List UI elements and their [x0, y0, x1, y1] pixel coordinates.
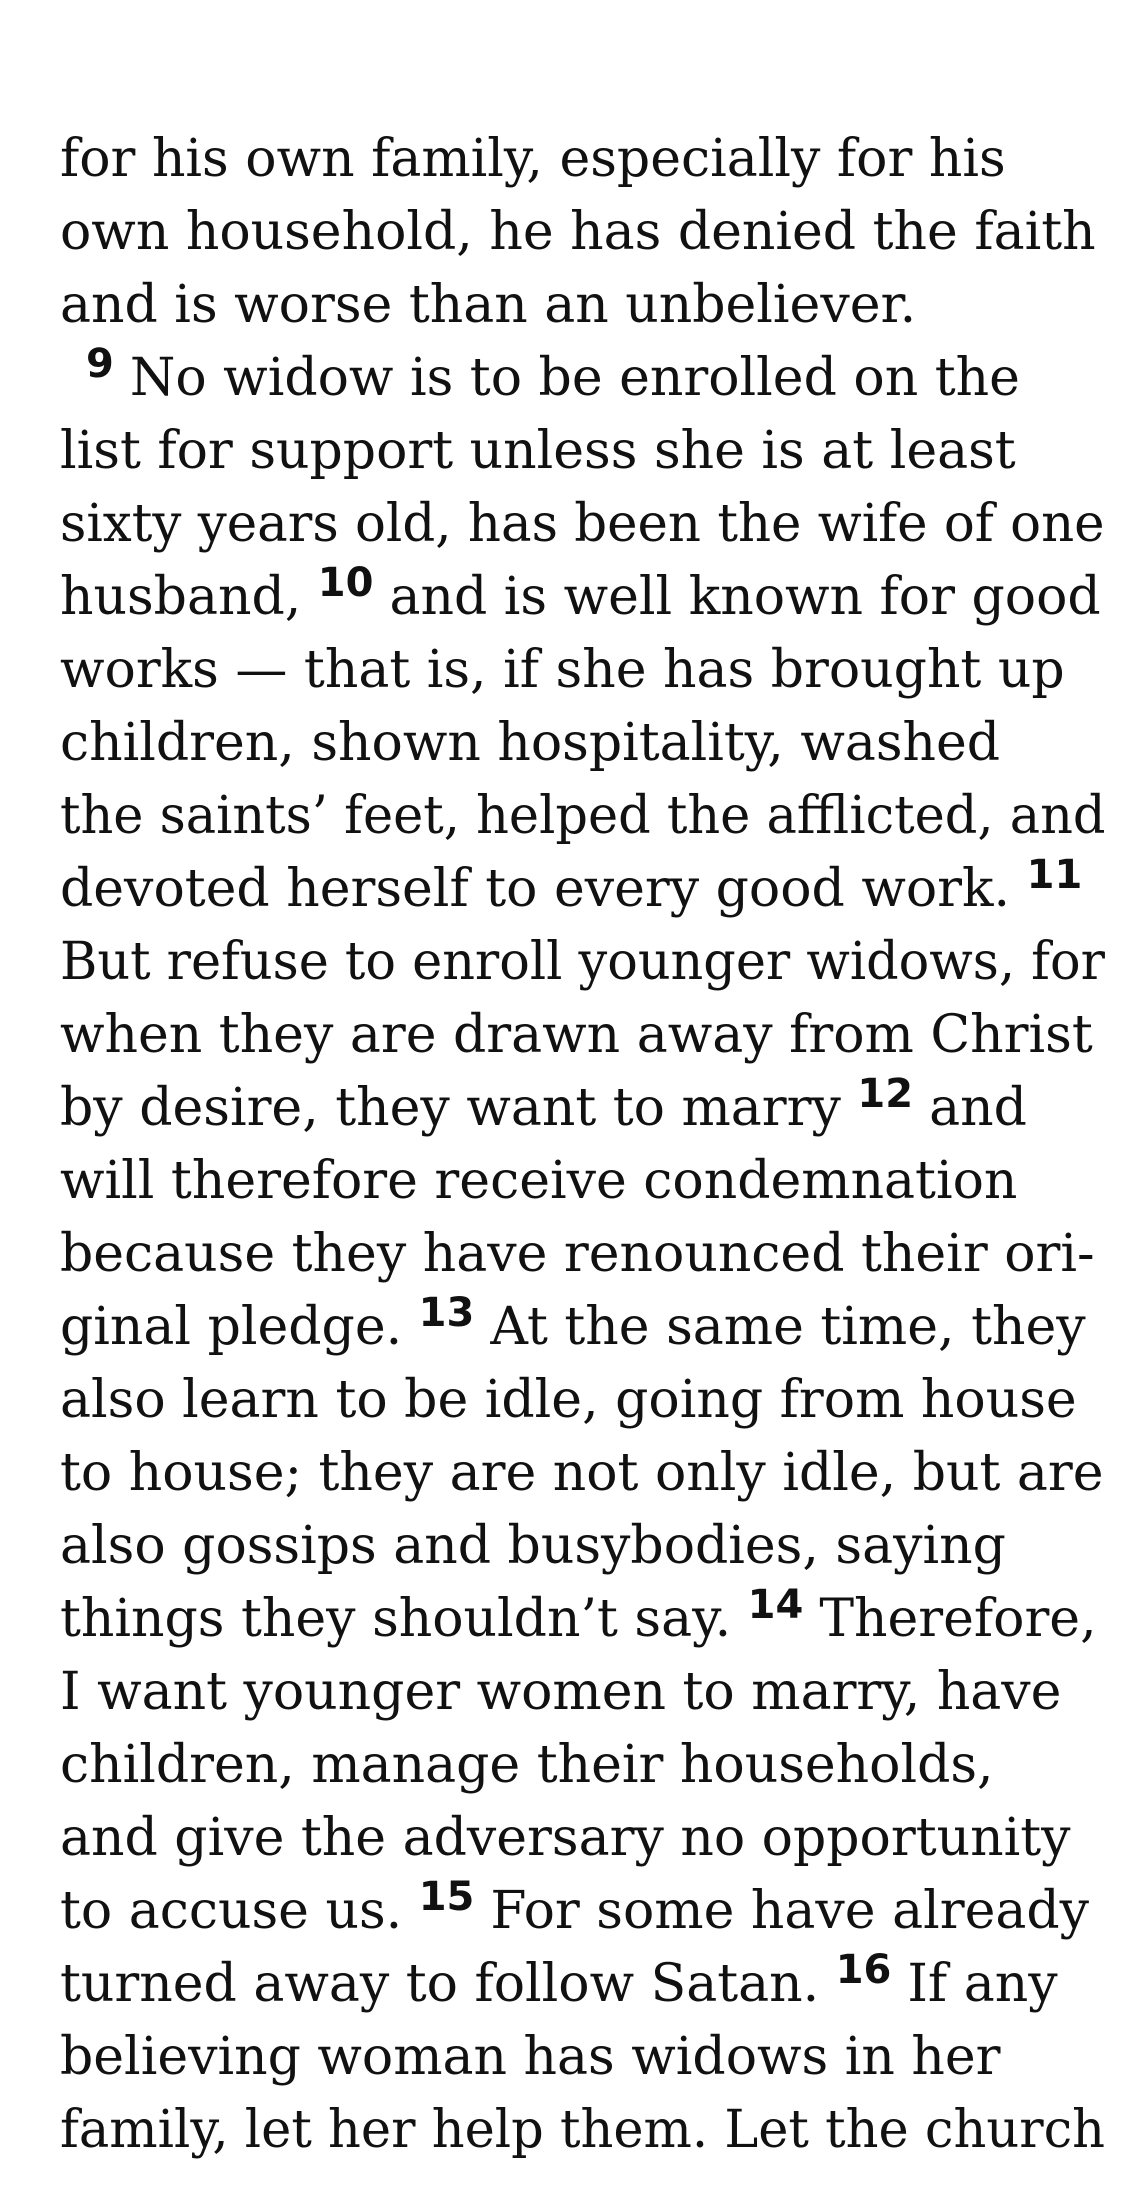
- line-text: and is worse than an unbeliever.: [60, 275, 917, 335]
- line-text: to house; they are not only idle, but are: [60, 1443, 1104, 1503]
- text-line: [60, 2021, 1070, 2094]
- verse-number-13[interactable]: 13: [418, 1290, 475, 1336]
- line-text: to accuse us.: [60, 1881, 403, 1941]
- line-text: also learn to be idle, going from house: [60, 1370, 1077, 1430]
- line-text: by desire, they want to marry: [60, 1078, 841, 1138]
- line-text: works — that is, if she has brought up: [60, 640, 1065, 700]
- line-text: things they shouldn’t say.: [60, 1589, 732, 1649]
- text-line: [60, 1145, 1070, 1218]
- text-line: [60, 2094, 1106, 2167]
- verse-number-16[interactable]: 16: [835, 1947, 892, 1993]
- line-text: For some have already: [490, 1881, 1090, 1941]
- text-line: [60, 560, 1101, 634]
- text-line: [60, 488, 1105, 561]
- line-text: At the same time, they: [490, 1297, 1086, 1357]
- verse-number-10[interactable]: 10: [317, 560, 374, 606]
- text-line: [60, 1364, 1077, 1437]
- verse-number-15[interactable]: 15: [418, 1874, 475, 1920]
- line-text: But refuse to enroll younger widows, for: [60, 932, 1105, 992]
- line-text: husband,: [60, 567, 302, 627]
- text-line: [60, 707, 1070, 780]
- text-line: [60, 1290, 1086, 1364]
- text-line: [60, 852, 1083, 926]
- line-text: will therefore receive condemnation: [60, 1151, 1018, 1211]
- line-text: children, manage their households,: [60, 1735, 994, 1795]
- verse-number-12[interactable]: 12: [857, 1071, 914, 1117]
- text-line: [60, 1582, 1097, 1656]
- line-text: and is well known for good: [389, 567, 1101, 627]
- line-text: believing woman has widows in her: [60, 2027, 1001, 2087]
- line-text: I want younger women to marry, have: [60, 1662, 1062, 1722]
- scripture-text: [60, 123, 1106, 2167]
- line-text: ginal pledge.: [60, 1297, 403, 1357]
- text-line: [60, 1218, 1095, 1291]
- line-text: list for support unless she is at least: [60, 421, 1016, 481]
- line-text: If any: [907, 1954, 1058, 2014]
- verse-number-11[interactable]: 11: [1026, 852, 1083, 898]
- line-text: the saints’ feet, helped the afflicted, and: [60, 786, 1106, 846]
- verse-number-9[interactable]: 9: [86, 341, 114, 387]
- text-line: [60, 1802, 1070, 1875]
- text-line: [60, 634, 1070, 707]
- verse-number-14[interactable]: 14: [747, 1582, 804, 1628]
- text-line: [60, 1510, 1070, 1583]
- text-line: [60, 1437, 1104, 1510]
- text-line: [60, 269, 1070, 342]
- line-text: also gossips and busybodies, saying: [60, 1516, 1006, 1576]
- line-text: No widow is to be enrolled on the: [129, 348, 1020, 408]
- line-text: and: [929, 1078, 1027, 1138]
- text-line: [60, 999, 1093, 1072]
- line-text: because they have renounced their ori-: [60, 1224, 1095, 1284]
- text-line: [60, 1729, 1070, 1802]
- line-text: turned away to follow Satan.: [60, 1954, 820, 2014]
- text-line: [60, 1948, 1070, 2021]
- text-line: [60, 1874, 1090, 1948]
- line-text: Therefore,: [819, 1589, 1097, 1649]
- text-line: [60, 780, 1106, 853]
- line-text: family, let her help them. Let the church: [60, 2100, 1106, 2160]
- text-line: [60, 415, 1070, 488]
- text-line: [60, 123, 1070, 196]
- text-line: [60, 342, 1070, 415]
- text-line: [60, 196, 1096, 269]
- line-text: own household, he has denied the faith: [60, 202, 1096, 262]
- line-text: children, shown hospitality, washed: [60, 713, 1001, 773]
- line-text: for his own family, especially for his: [60, 129, 1006, 189]
- line-text: sixty years old, has been the wife of one: [60, 494, 1105, 554]
- text-line: [60, 926, 1105, 999]
- text-line: [60, 1656, 1070, 1729]
- line-text: devoted herself to every good work.: [60, 859, 1011, 919]
- line-text: when they are drawn away from Christ: [60, 1005, 1093, 1065]
- line-text: and give the adversary no opportunity: [60, 1808, 1071, 1868]
- text-line: [60, 1072, 1070, 1145]
